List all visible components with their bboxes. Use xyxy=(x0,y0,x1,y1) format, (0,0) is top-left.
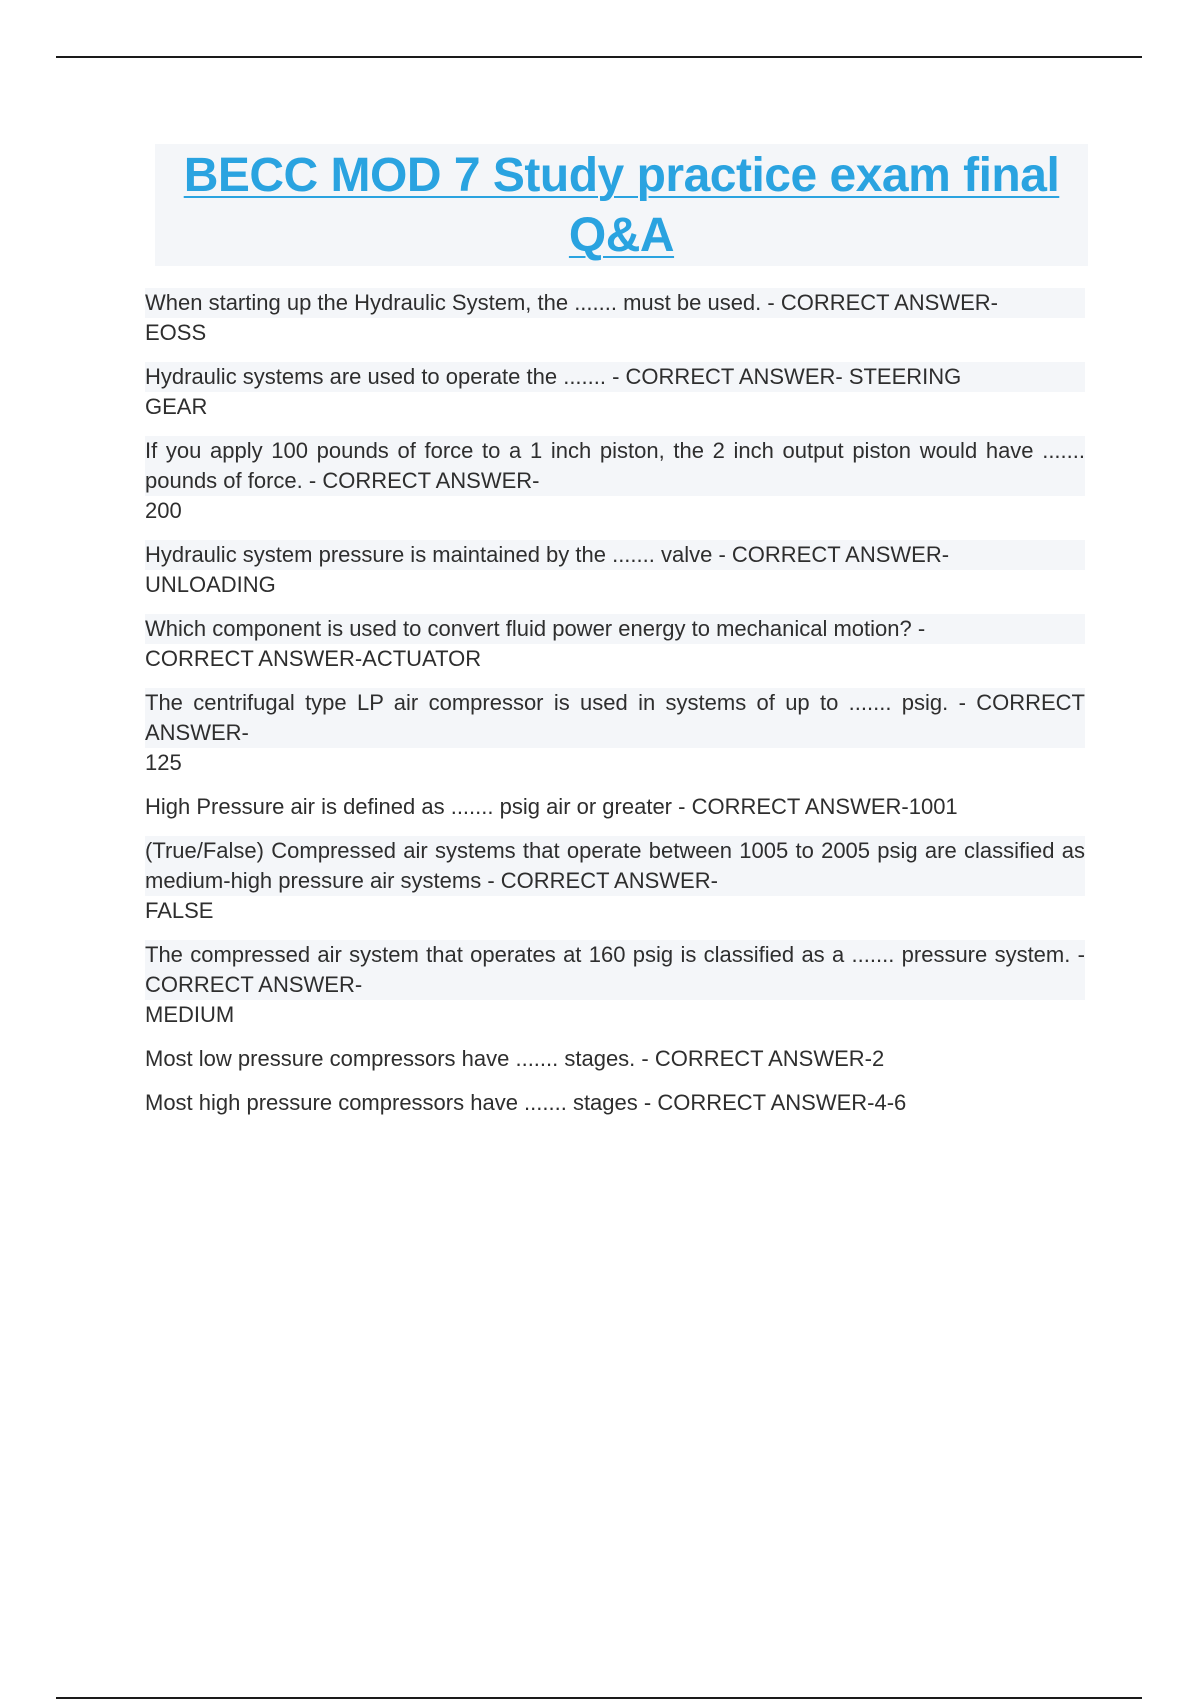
qa-question: The compressed air system that operates at 160 psig is classified as a ....... pressure system. - CORRECT ANSWER- xyxy=(145,940,1085,1000)
qa-question: Which component is used to convert fluid power energy to mechanical motion? - xyxy=(145,614,1085,644)
qa-question: Hydraulic system pressure is maintained by the ....... valve - CORRECT ANSWER- xyxy=(145,540,1085,570)
qa-answer: MEDIUM xyxy=(145,1002,235,1027)
qa-item xyxy=(145,540,1085,600)
qa-question: High Pressure air is defined as ....... psig air or greater - CORRECT ANSWER-1001 xyxy=(145,794,958,819)
qa-list xyxy=(145,288,1085,1132)
qa-item xyxy=(145,792,1085,822)
qa-item xyxy=(145,940,1085,1030)
qa-answer: UNLOADING xyxy=(145,572,276,597)
qa-item xyxy=(145,436,1085,526)
qa-item xyxy=(145,836,1085,926)
qa-question: Most high pressure compressors have ....... stages - CORRECT ANSWER-4-6 xyxy=(145,1090,907,1115)
qa-answer: CORRECT ANSWER-ACTUATOR xyxy=(145,646,482,671)
qa-question: (True/False) Compressed air systems that operate between 1005 to 2005 psig are classified as medium-high pressure air systems - CORRECT ANSWER- xyxy=(145,836,1085,896)
qa-item xyxy=(145,1088,1085,1118)
qa-question: The centrifugal type LP air compressor is used in systems of up to ....... psig. - CORRECT ANSWER- xyxy=(145,688,1085,748)
qa-answer: GEAR xyxy=(145,394,208,419)
qa-answer: 200 xyxy=(145,498,182,523)
qa-answer: EOSS xyxy=(145,320,207,345)
title-block xyxy=(155,144,1088,266)
document-title: BECC MOD 7 Study practice exam final Q&A xyxy=(183,149,1060,262)
qa-answer: 125 xyxy=(145,750,182,775)
qa-item xyxy=(145,688,1085,778)
qa-answer: FALSE xyxy=(145,898,214,923)
qa-question: Hydraulic systems are used to operate the ....... - CORRECT ANSWER- STEERING xyxy=(145,362,1085,392)
footer-rule xyxy=(56,1697,1142,1699)
qa-question: Most low pressure compressors have ....... stages. - CORRECT ANSWER-2 xyxy=(145,1046,885,1071)
qa-question: When starting up the Hydraulic System, the ....... must be used. - CORRECT ANSWER- xyxy=(145,288,1085,318)
qa-item xyxy=(145,1044,1085,1074)
qa-item xyxy=(145,288,1085,348)
qa-question: If you apply 100 pounds of force to a 1 inch piston, the 2 inch output piston would have ....... pounds of force. - CORRECT ANSWER- xyxy=(145,436,1085,496)
qa-item xyxy=(145,362,1085,422)
qa-item xyxy=(145,614,1085,674)
header-rule xyxy=(56,56,1142,58)
